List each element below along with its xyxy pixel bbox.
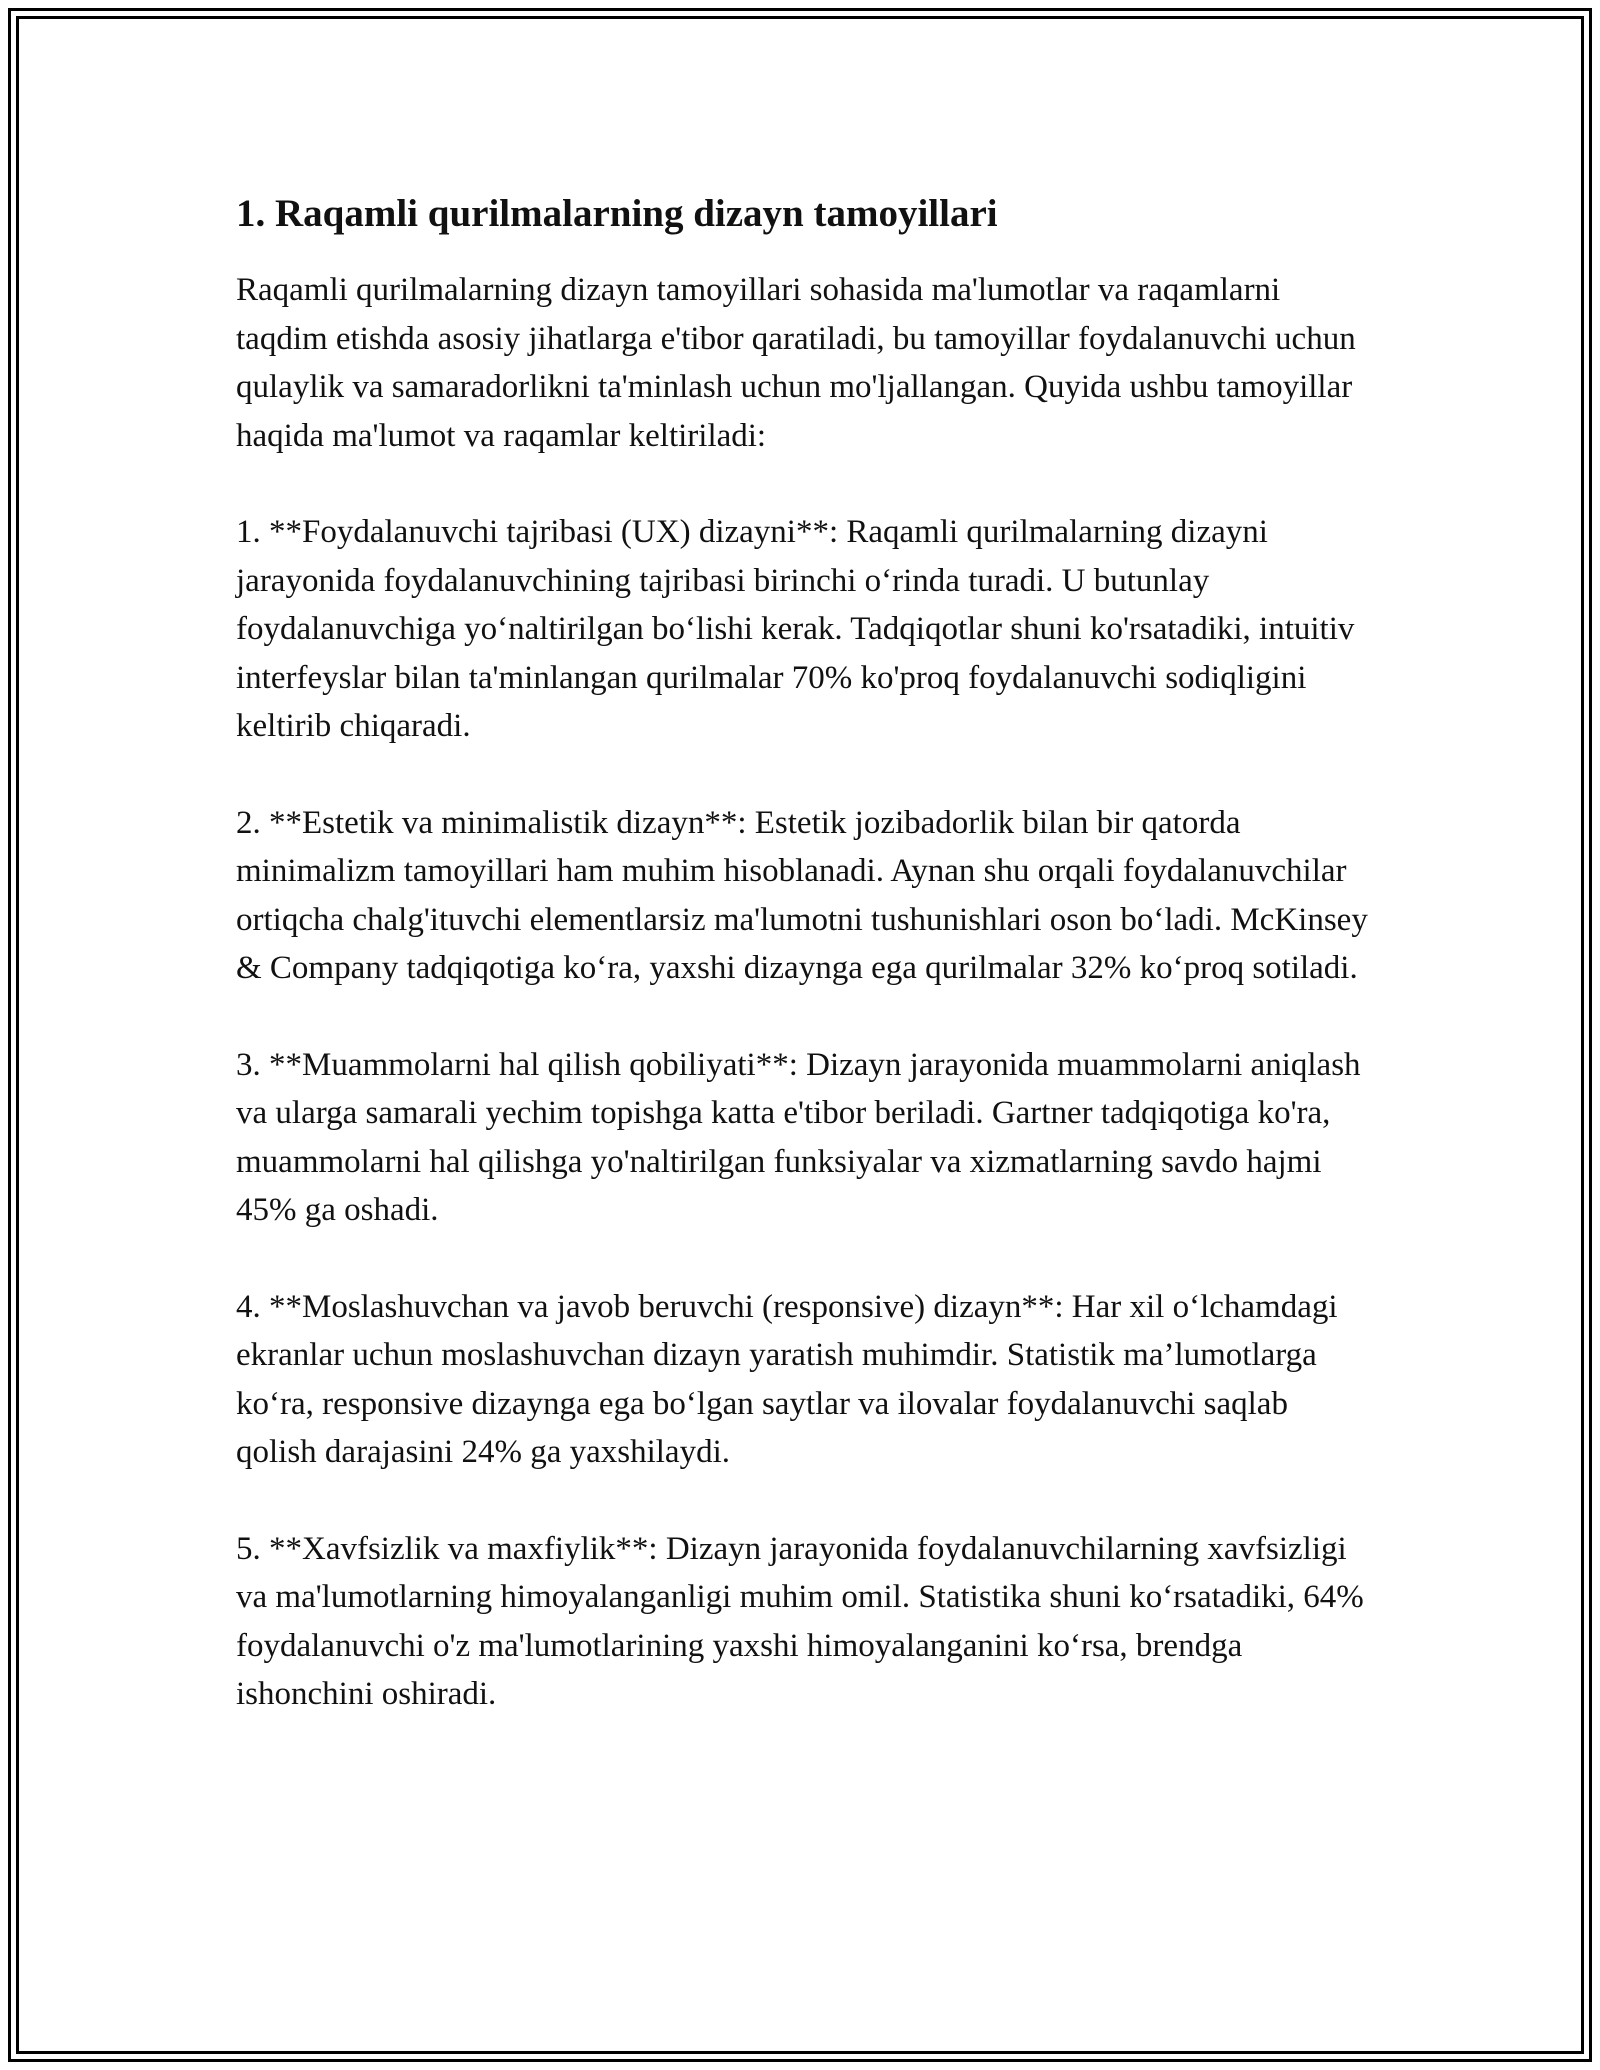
principle-ux-paragraph: 1. **Foydalanuvchi tajribasi (UX) dizayni**: Raqamli qurilmalarning dizayni jarayonida foydalanuvchining tajribasi birinchi oʻrinda turadi. U butunlay foydalanuvchiga yoʻnaltirilgan boʻlishi kerak. Tadqiqotlar shuni ko'rsatadiki, intuitiv interfeyslar bilan ta'minlangan qurilmalar 70% ko'proq foydalanuvchi sodiqligini keltirib chiqaradi. [236, 514, 1355, 744]
intro-paragraph: Raqamli qurilmalarning dizayn tamoyillari sohasida ma'lumotlar va raqamlarni taqdim etishda asosiy jihatlarga e'tibor qaratiladi, bu tamoyillar foydalanuvchi uchun qulaylik va samaradorlikni ta'minlash uchun mo'ljallangan. Quyida ushbu tamoyillar haqida ma'lumot va raqamlar keltiriladi: [236, 272, 1356, 454]
document-title: 1. Raqamli qurilmalarning dizayn tamoyillari [236, 192, 998, 235]
principle-security-paragraph: 5. **Xavfsizlik va maxfiylik**: Dizayn jarayonida foydalanuvchilarning xavfsizligi va ma'lumotlarning himoyalanganligi muhim omil. Statistika shuni koʻrsatadiki, 64% foydalanuvchi o'z ma'lumotlarining yaxshi himoyalanganini koʻrsa, brendga ishonchini oshiradi. [236, 1530, 1364, 1712]
principle-problem-solving-paragraph: 3. **Muammolarni hal qilish qobiliyati**: Dizayn jarayonida muammolarni aniqlash va ularga samarali yechim topishga katta e'tibor beriladi. Gartner tadqiqotiga ko'ra, muammolarni hal qilishga yo'naltirilgan funksiyalar va xizmatlarning savdo hajmi 45% ga oshadi. [236, 1046, 1361, 1228]
principle-minimalism-paragraph: 2. **Estetik va minimalistik dizayn**: Estetik jozibadorlik bilan bir qatorda minimalizm tamoyillari ham muhim hisoblanadi. Aynan shu orqali foydalanuvchilar ortiqcha chalg'ituvchi elementlarsiz ma'lumotni tushunishlari oson boʻladi. McKinsey & Company tadqiqotiga koʻra, yaxshi dizaynga ega qurilmalar 32% koʻproq sotiladi. [236, 804, 1368, 986]
document-body [236, 190, 1376, 1767]
principle-responsive-paragraph: 4. **Moslashuvchan va javob beruvchi (responsive) dizayn**: Har xil oʻlchamdagi ekranlar uchun moslashuvchan dizayn yaratish muhimdir. Statistik ma’lumotlarga koʻra, responsive dizaynga ega boʻlgan saytlar va ilovalar foydalanuvchi saqlab qolish darajasini 24% ga yaxshilaydi. [236, 1288, 1338, 1470]
